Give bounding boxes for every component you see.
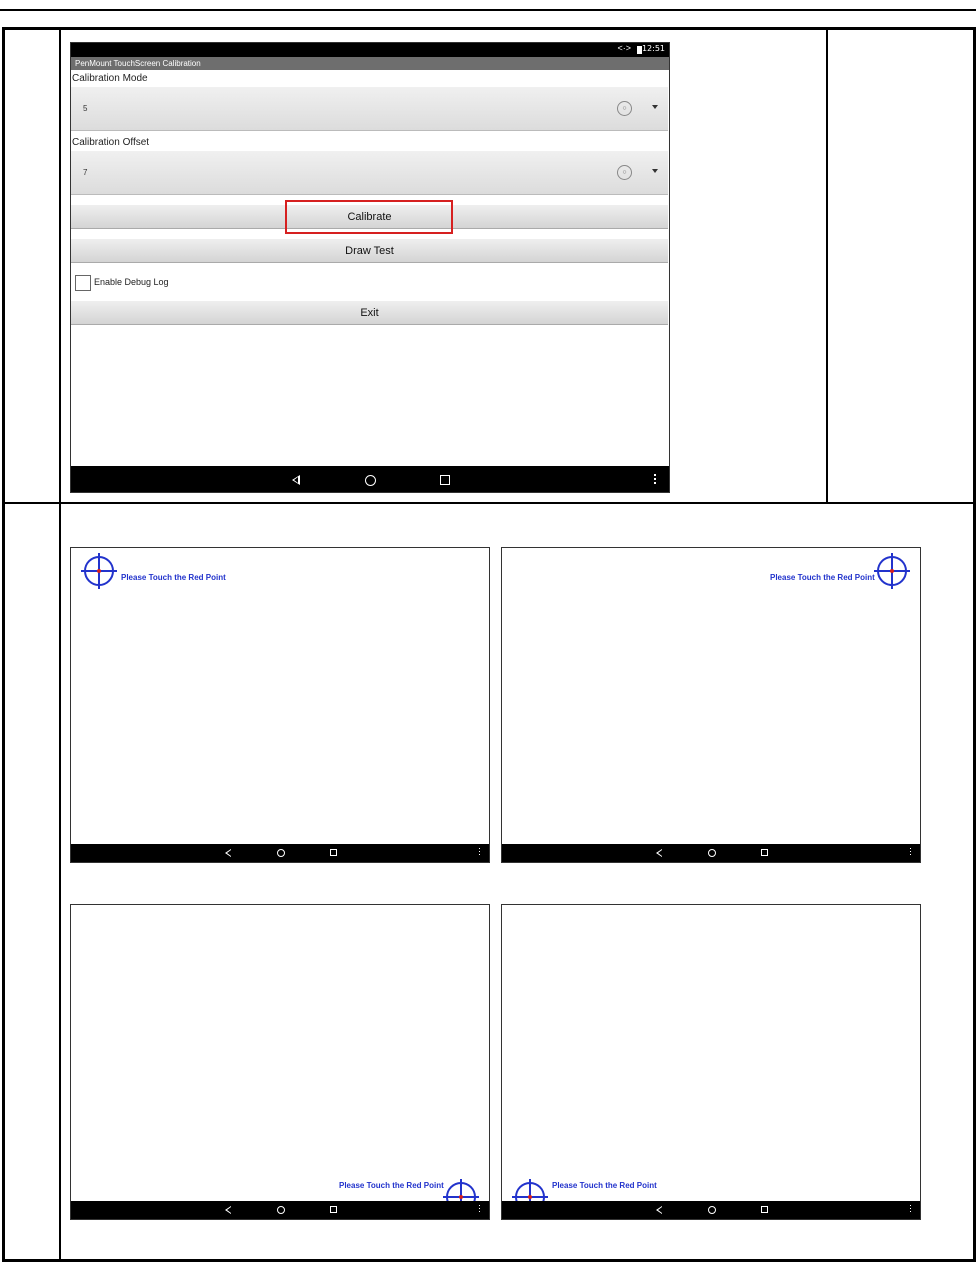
- home-icon[interactable]: [277, 849, 285, 857]
- signal-icon: <·>: [617, 43, 631, 53]
- calibration-screen-top-right: [501, 547, 921, 863]
- table-col-divider-left: [59, 30, 61, 1259]
- touch-prompt-text: Please Touch the Red Point: [121, 573, 226, 582]
- calibration-screen-bottom-left: [501, 904, 921, 1220]
- crosshair-target-icon[interactable]: [874, 553, 910, 589]
- nav-bar: [502, 844, 920, 862]
- back-icon[interactable]: [292, 475, 300, 485]
- crosshair-target-icon[interactable]: [443, 1179, 479, 1201]
- calibration-mode-label: Calibration Mode: [72, 73, 148, 84]
- nav-bar: [502, 1201, 920, 1219]
- overflow-menu-icon[interactable]: [910, 848, 912, 857]
- home-icon[interactable]: [708, 849, 716, 857]
- touch-prompt-text: Please Touch the Red Point: [552, 1181, 657, 1190]
- recents-icon[interactable]: [440, 475, 450, 485]
- home-icon[interactable]: [365, 475, 376, 486]
- touch-prompt-text: Please Touch the Red Point: [770, 573, 875, 582]
- debug-log-label: Enable Debug Log: [94, 277, 169, 287]
- overflow-menu-icon[interactable]: [479, 848, 481, 857]
- recents-icon[interactable]: [330, 1206, 337, 1213]
- recents-icon[interactable]: [330, 849, 337, 856]
- touch-prompt-text: Please Touch the Red Point: [339, 1181, 444, 1190]
- calibration-mode-value: 5: [83, 104, 88, 113]
- app-title-bar: PenMount TouchScreen Calibration: [71, 57, 670, 70]
- nav-bar: [71, 466, 670, 493]
- status-time: 12:51: [641, 44, 665, 53]
- home-icon[interactable]: [708, 1206, 716, 1214]
- spinner-circle-icon: ○: [617, 165, 632, 180]
- crosshair-target-icon[interactable]: [81, 553, 117, 589]
- overflow-menu-icon[interactable]: [910, 1205, 912, 1214]
- spinner-circle-icon: ○: [617, 101, 632, 116]
- debug-log-checkbox[interactable]: [75, 275, 91, 291]
- status-bar: [71, 43, 670, 57]
- calibrate-button[interactable]: Calibrate: [71, 205, 668, 229]
- page-top-rule: [0, 9, 976, 11]
- nav-bar: [71, 844, 489, 862]
- home-icon[interactable]: [277, 1206, 285, 1214]
- overflow-menu-icon[interactable]: [654, 474, 656, 486]
- table-col-divider-right: [826, 30, 828, 503]
- crosshair-target-icon[interactable]: [512, 1179, 548, 1201]
- calibration-offset-spinner[interactable]: [71, 151, 668, 195]
- back-icon[interactable]: [225, 1206, 231, 1214]
- recents-icon[interactable]: [761, 849, 768, 856]
- calibration-offset-value: 7: [83, 168, 88, 177]
- calibration-screen-bottom-right: [70, 904, 490, 1220]
- calibration-screen-top-left: [70, 547, 490, 863]
- recents-icon[interactable]: [761, 1206, 768, 1213]
- overflow-menu-icon[interactable]: [479, 1205, 481, 1214]
- dropdown-caret-icon: [652, 169, 658, 173]
- exit-button[interactable]: Exit: [71, 301, 668, 325]
- phone-screenshot: [70, 42, 670, 493]
- nav-bar: [71, 1201, 489, 1219]
- dropdown-caret-icon: [652, 105, 658, 109]
- calibration-mode-spinner[interactable]: [71, 87, 668, 131]
- calibration-offset-label: Calibration Offset: [72, 137, 150, 148]
- back-icon[interactable]: [225, 849, 231, 857]
- back-icon[interactable]: [656, 1206, 662, 1214]
- back-icon[interactable]: [656, 849, 662, 857]
- table-row-divider: [5, 502, 973, 504]
- calibrate-highlight-box: [285, 200, 453, 234]
- draw-test-button[interactable]: Draw Test: [71, 239, 668, 263]
